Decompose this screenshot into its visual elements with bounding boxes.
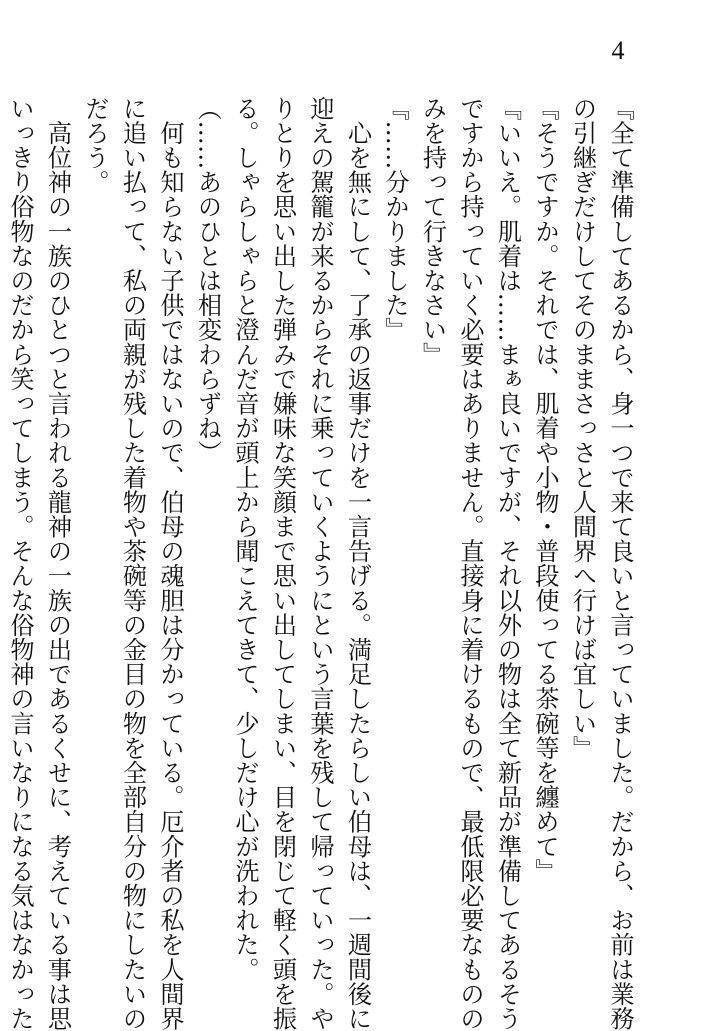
text-line: 高位神の一族のひとつと言われる龍神の一族の出であるくせに、考えている事は思 bbox=[43, 96, 72, 1031]
page-number: 4 bbox=[611, 36, 625, 65]
text-line: 『いいえ。肌着は……まぁ良いですが、それ以外の物は全て新品が準備してあるそう bbox=[493, 96, 522, 1031]
text-line: （……あのひとは相変わらずね） bbox=[193, 96, 222, 465]
text-line: ですから持っていく必要はありません。直接身に着けるもので、最低限必要なものの bbox=[456, 96, 484, 1031]
text-line: りとりを思い出した弾みで嫌味な笑顔まで思い出してしまい、目を閉じて軽く頭を振 bbox=[268, 96, 297, 1031]
text-line: みを持って行きなさい』 bbox=[418, 96, 447, 367]
vertical-text-body bbox=[6, 96, 638, 1031]
text-line: 何も知らない子供ではないので、伯母の魂胆は分かっている。厄介者の私を人間界 bbox=[156, 96, 184, 1031]
text-line: の引継ぎだけしてそのままさっさと人間界へ行けば宜しい』 bbox=[568, 96, 597, 761]
text-line: 迎えの駕籠が来るからそれに乗っていくようにという言葉を残して帰っていった。や bbox=[306, 96, 334, 1031]
text-line: 心を無にして、了承の返事だけを一言告げる。満足したらしい伯母は、一週間後に bbox=[343, 96, 372, 1031]
text-line: に追い払って、私の両親が残した着物や茶碗等の金目の物を全部自分の物にしたいの bbox=[118, 96, 147, 1031]
text-line: 『そうですか。それでは、肌着や小物・普段使ってる茶碗等を纏めて』 bbox=[531, 96, 559, 884]
text-line: いっきり俗物なのだから笑ってしまう。そんな俗物神の言いなりになる気はなかった bbox=[6, 96, 34, 1031]
text-line: る。しゃらしゃらと澄んだ音が頭上から聞こえてきて、少しだけ心が洗われた。 bbox=[231, 96, 259, 982]
text-line: 『全て準備してあるから、身一つで来て良いと言っていました。だから、お前は業務 bbox=[606, 96, 634, 1031]
text-line: 『……分かりました』 bbox=[381, 96, 409, 342]
text-line: だろう。 bbox=[81, 96, 109, 195]
